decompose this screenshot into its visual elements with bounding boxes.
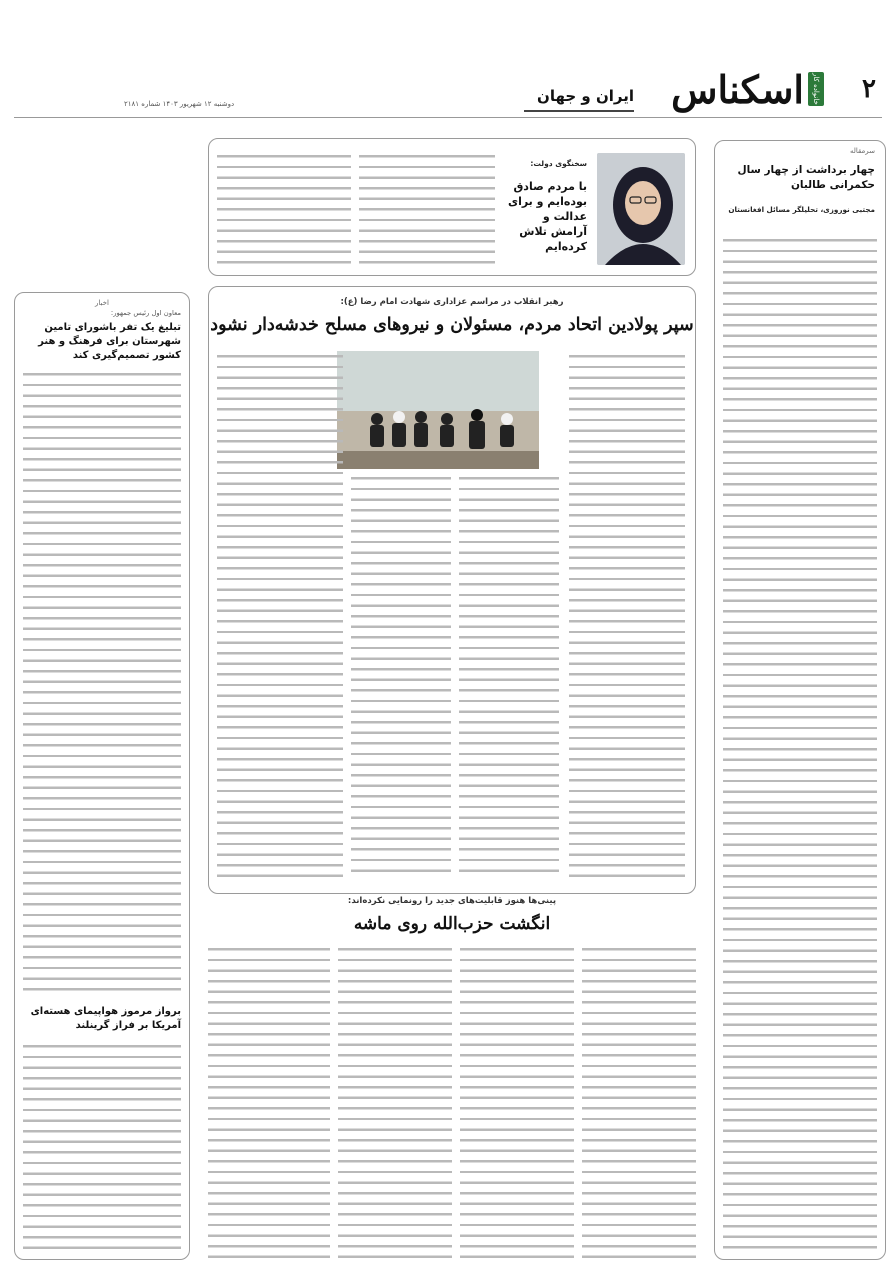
bottom-body-col2 [460,946,574,1260]
bottom-body-col1 [582,946,696,1260]
main-body-col1 [569,353,685,877]
sidebar-byline: معاون اول رئیس جمهور: [110,309,181,317]
main-body-col3 [351,475,451,877]
bottom-body-col3 [338,946,452,1260]
issue-date: دوشنبه ۱۲ شهریور ۱۴۰۳ شماره ۲۱۸۱ [124,100,235,108]
editorial-body [723,237,877,1249]
masthead-rule [14,117,882,118]
section-label: ایران و جهان [537,87,634,105]
bottom-story-kicker: پینی‌ها هنوز قابلیت‌های جدید را رونمایی نکرده‌اند: [347,896,557,906]
ceremony-photo [337,351,539,469]
main-story [208,286,696,894]
sidebar-kicker: اخبار [95,299,109,307]
editorial-kicker: سرمقاله [849,147,875,155]
logo-text: اسکناس [671,66,804,112]
bottom-body-col4 [208,946,330,1260]
portrait-image [597,153,685,265]
interview-title: با مردم صادق بوده‌ایم و برای عدالت و آرامش تلاش کرده‌ایم [507,180,587,253]
interview-box [208,138,696,276]
editorial-column [714,140,886,1260]
main-body-col4 [217,353,343,877]
logo-tag: خانواده کار [808,72,824,106]
editorial-author: مجتبی نوروزی، تحلیلگر مسائل افغانستان [728,205,875,214]
logo [671,68,824,110]
sidebar-title: تبلیغ یک تفر باشورای تامین شهرستان برای فرهنگ و هنر کشور تصمیم‌گیری کند [38,322,181,361]
news-sidebar [14,292,190,1260]
main-body-col2 [459,475,559,877]
spokesperson-portrait [597,153,685,265]
page-number: ۲ [862,74,876,104]
sidebar-body-2 [23,1043,181,1251]
interview-kicker: سخنگوی دولت: [530,159,587,168]
bottom-story-headline: انگشت حزب‌الله روی ماشه [353,914,551,934]
sidebar-body [23,371,181,993]
main-story-kicker: رهبر انقلاب در مراسم عزاداری شهادت امام رضا (ع): [340,297,564,307]
main-story-photo [337,351,539,469]
sidebar-title-2: برواز مرموز هواپیمای هسته‌ای آمریکا بر فراز گرینلند [30,1006,181,1031]
main-story-headline: سپر پولادین اتحاد مردم، مسئولان و نیروهای مسلح خدشه‌دار نشود [210,315,694,335]
editorial-title: چهار برداشت از چهار سال حکمرانی طالبان [737,164,875,191]
interview-body-col1 [359,153,495,265]
interview-body-col2 [217,153,351,265]
masthead [14,60,882,118]
section-title [524,86,634,112]
